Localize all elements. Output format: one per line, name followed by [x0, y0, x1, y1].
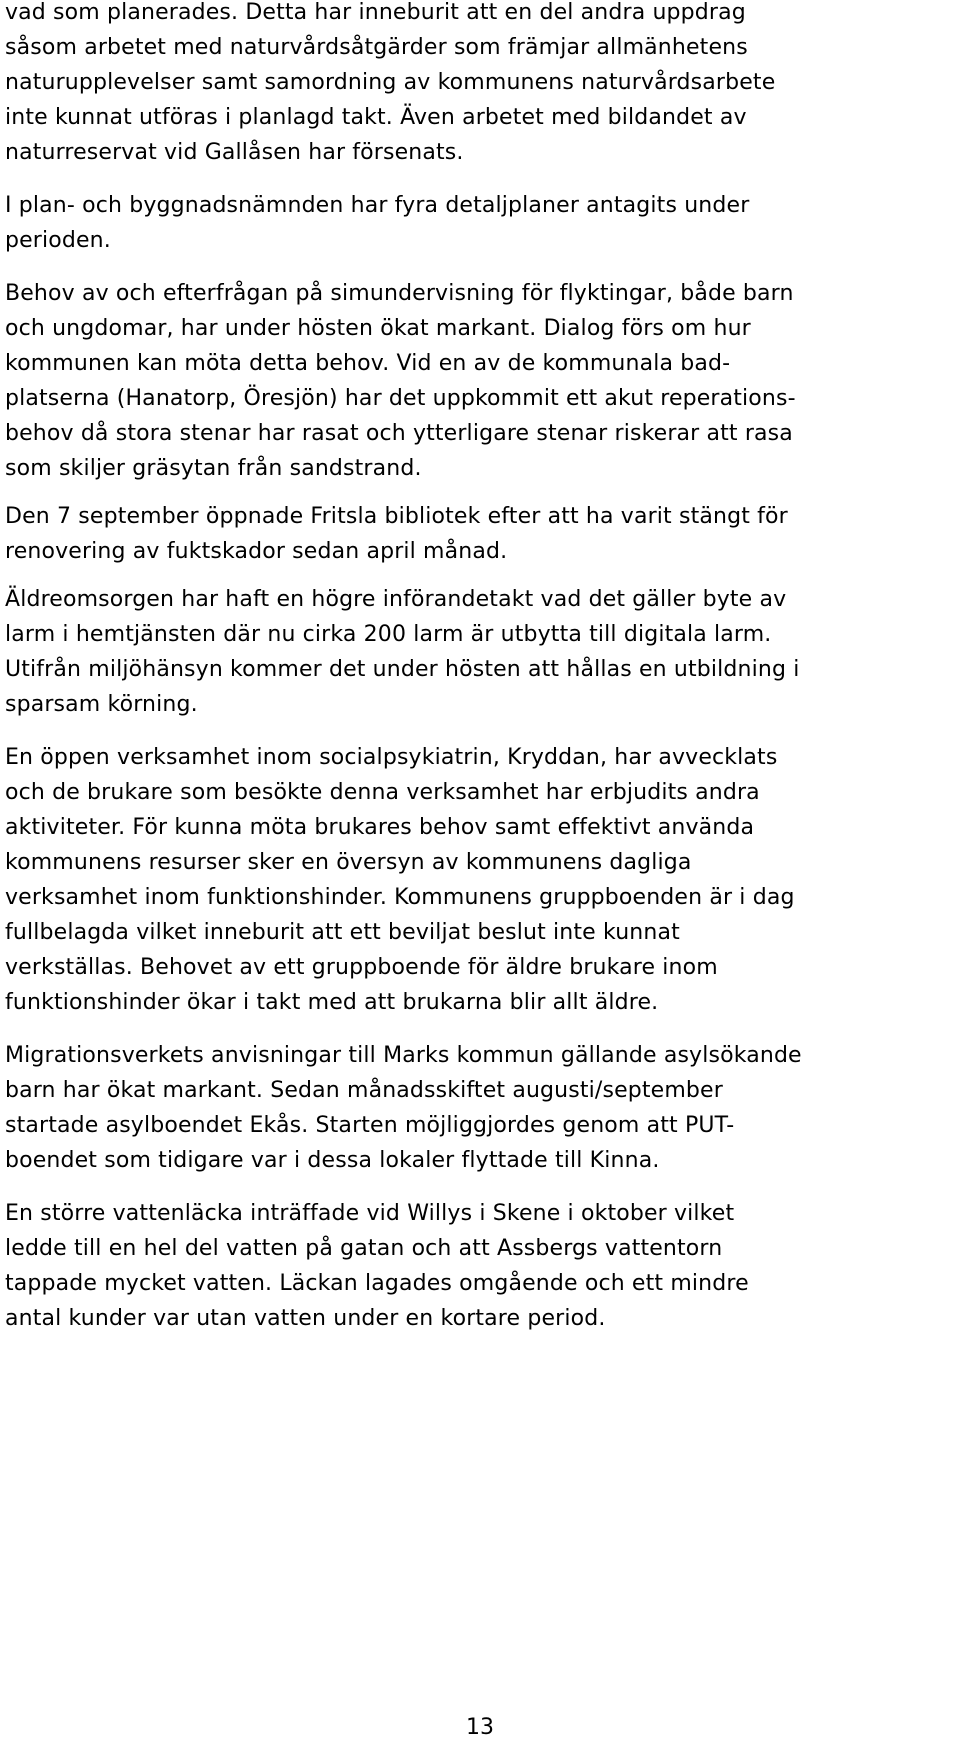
text-line: tappade mycket vatten. Läckan lagades omgående och ett mindre — [5, 1271, 749, 1296]
text-line: behov då stora stenar har rasat och ytterligare stenar riskerar att rasa — [5, 421, 793, 446]
text-line: Utifrån miljöhänsyn kommer det under hösten att hållas en utbildning i — [5, 657, 800, 682]
text-line: och de brukare som besökte denna verksamhet har erbjudits andra — [5, 780, 760, 805]
text-line: Behov av och efterfrågan på simundervisning för flyktingar, både barn — [5, 281, 794, 306]
text-line: sparsam körning. — [5, 692, 198, 717]
text-line: perioden. — [5, 228, 111, 253]
text-line: och ungdomar, har under hösten ökat markant. Dialog förs om hur — [5, 316, 751, 341]
text-line: kommunen kan möta detta behov. Vid en av de kommunala bad- — [5, 351, 731, 376]
paragraph-detail-plans — [5, 188, 955, 258]
text-line: I plan- och byggnadsnämnden har fyra detaljplaner antagits under — [5, 193, 750, 218]
text-line: barn har ökat markant. Sedan månadsskiftet augusti/september — [5, 1078, 723, 1103]
text-line: Migrationsverkets anvisningar till Marks kommun gällande asylsökande — [5, 1043, 802, 1068]
paragraph-water-leak — [5, 1196, 955, 1336]
paragraph-library — [5, 499, 955, 569]
text-line: Äldreomsorgen har haft en högre införandetakt vad det gäller byte av — [5, 587, 787, 612]
paragraph-elderly-care — [5, 582, 955, 722]
text-line: fullbelagda vilket inneburit att ett beviljat beslut inte kunnat — [5, 920, 680, 945]
paragraph-migration — [5, 1038, 955, 1178]
text-line: aktiviteter. För kunna möta brukares behov samt effektivt använda — [5, 815, 755, 840]
text-line: verksamhet inom funktionshinder. Kommunens gruppboenden är i dag — [5, 885, 795, 910]
text-line: kommunens resurser sker en översyn av kommunens dagliga — [5, 850, 692, 875]
text-line: inte kunnat utföras i planlagd takt. Även arbetet med bildandet av — [5, 105, 747, 130]
text-line: funktionshinder ökar i takt med att brukarna blir allt äldre. — [5, 990, 659, 1015]
text-line: startade asylboendet Ekås. Starten möjliggjordes genom att PUT- — [5, 1113, 735, 1138]
text-line: antal kunder var utan vatten under en kortare period. — [5, 1306, 606, 1331]
text-line: verkställas. Behovet av ett gruppboende för äldre brukare inom — [5, 955, 718, 980]
text-line: naturupplevelser samt samordning av kommunens naturvårdsarbete — [5, 70, 776, 95]
text-line: En öppen verksamhet inom socialpsykiatrin, Kryddan, har avvecklats — [5, 745, 778, 770]
document-page — [5, 0, 955, 1354]
page-number: 13 — [466, 1715, 494, 1740]
text-line: En större vattenläcka inträffade vid Willys i Skene i oktober vilket — [5, 1201, 735, 1226]
text-line: vad som planerades. Detta har inneburit att en del andra uppdrag — [5, 0, 746, 25]
text-line: platserna (Hanatorp, Öresjön) har det uppkommit ett akut reperations- — [5, 386, 796, 411]
paragraph-social-psychiatry — [5, 740, 955, 1020]
text-line: Den 7 september öppnade Fritsla bibliotek efter att ha varit stängt för — [5, 504, 788, 529]
text-line: larm i hemtjänsten där nu cirka 200 larm är utbytta till digitala larm. — [5, 622, 772, 647]
text-line: boendet som tidigare var i dessa lokaler flyttade till Kinna. — [5, 1148, 660, 1173]
text-line: naturreservat vid Gallåsen har försenats. — [5, 140, 464, 165]
text-line: ledde till en hel del vatten på gatan och att Assbergs vattentorn — [5, 1236, 723, 1261]
text-line: renovering av fuktskador sedan april månad. — [5, 539, 508, 564]
paragraph-swimming-lessons — [5, 276, 955, 486]
text-line: såsom arbetet med naturvårdsåtgärder som främjar allmänhetens — [5, 35, 748, 60]
paragraph-nature-conservation — [5, 0, 955, 170]
text-line: som skiljer gräsytan från sandstrand. — [5, 456, 422, 481]
